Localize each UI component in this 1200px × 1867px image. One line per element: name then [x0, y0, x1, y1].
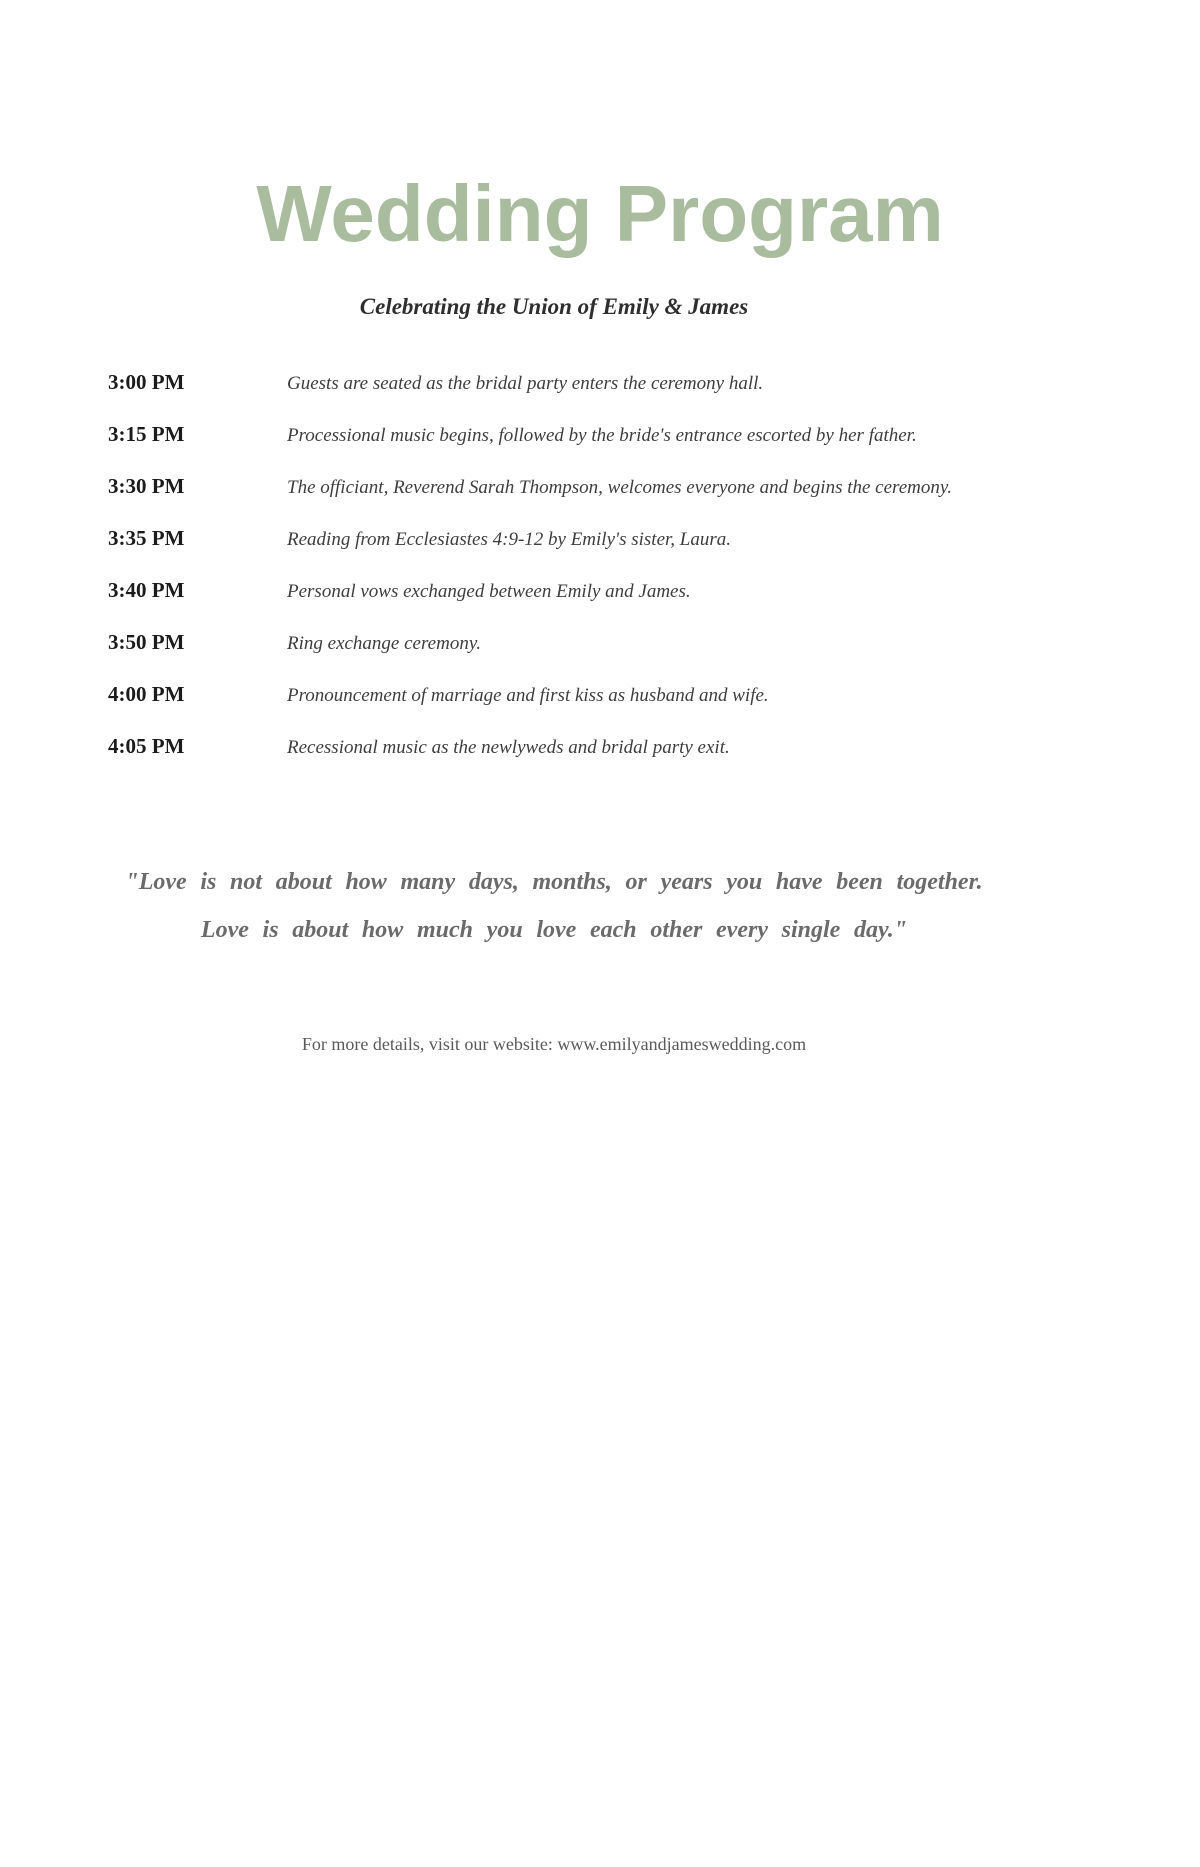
schedule-time: 3:30 PM — [108, 473, 185, 498]
schedule-row — [108, 473, 1000, 498]
schedule-row — [108, 525, 1000, 550]
schedule-description: Reading from Ecclesiastes 4:9-12 by Emily's sister, Laura. — [287, 528, 732, 550]
schedule-time: 3:35 PM — [108, 525, 185, 550]
schedule-description: Guests are seated as the bridal party enters the ceremony hall. — [287, 372, 764, 394]
schedule-row — [108, 421, 1000, 446]
schedule-time: 3:00 PM — [108, 369, 185, 394]
schedule-description: Processional music begins, followed by the bride's entrance escorted by her father. — [287, 424, 917, 446]
schedule-time: 4:00 PM — [108, 681, 185, 706]
schedule-row — [108, 733, 1000, 758]
schedule-time: 3:40 PM — [108, 577, 185, 602]
schedule-time: 3:15 PM — [108, 421, 185, 446]
schedule-row — [108, 369, 1000, 394]
schedule-row — [108, 577, 1000, 602]
schedule-row — [108, 681, 1000, 706]
content-column — [0, 292, 1200, 1055]
schedule-time: 4:05 PM — [108, 733, 185, 758]
schedule-list — [108, 369, 1000, 758]
footer-note: For more details, visit our website: www.emilyandjameswedding.com — [301, 1033, 807, 1054]
schedule-description: Ring exchange ceremony. — [287, 632, 481, 654]
schedule-description: Personal vows exchanged between Emily and James. — [287, 580, 691, 602]
wedding-program-page — [0, 170, 1200, 1867]
schedule-time: 3:50 PM — [108, 629, 185, 654]
schedule-description: Recessional music as the newlyweds and bridal party exit. — [287, 736, 730, 758]
page-title: Wedding Program — [256, 169, 944, 258]
schedule-description: Pronouncement of marriage and first kiss as husband and wife. — [287, 684, 769, 706]
schedule-description: The officiant, Reverend Sarah Thompson, welcomes everyone and begins the ceremony. — [287, 476, 953, 498]
schedule-row — [108, 629, 1000, 654]
page-subtitle: Celebrating the Union of Emily & James — [359, 294, 749, 319]
quote-text: "Love is not about how many days, months, or years you have been together. Love is about how much you love each other every single day." — [125, 868, 983, 943]
